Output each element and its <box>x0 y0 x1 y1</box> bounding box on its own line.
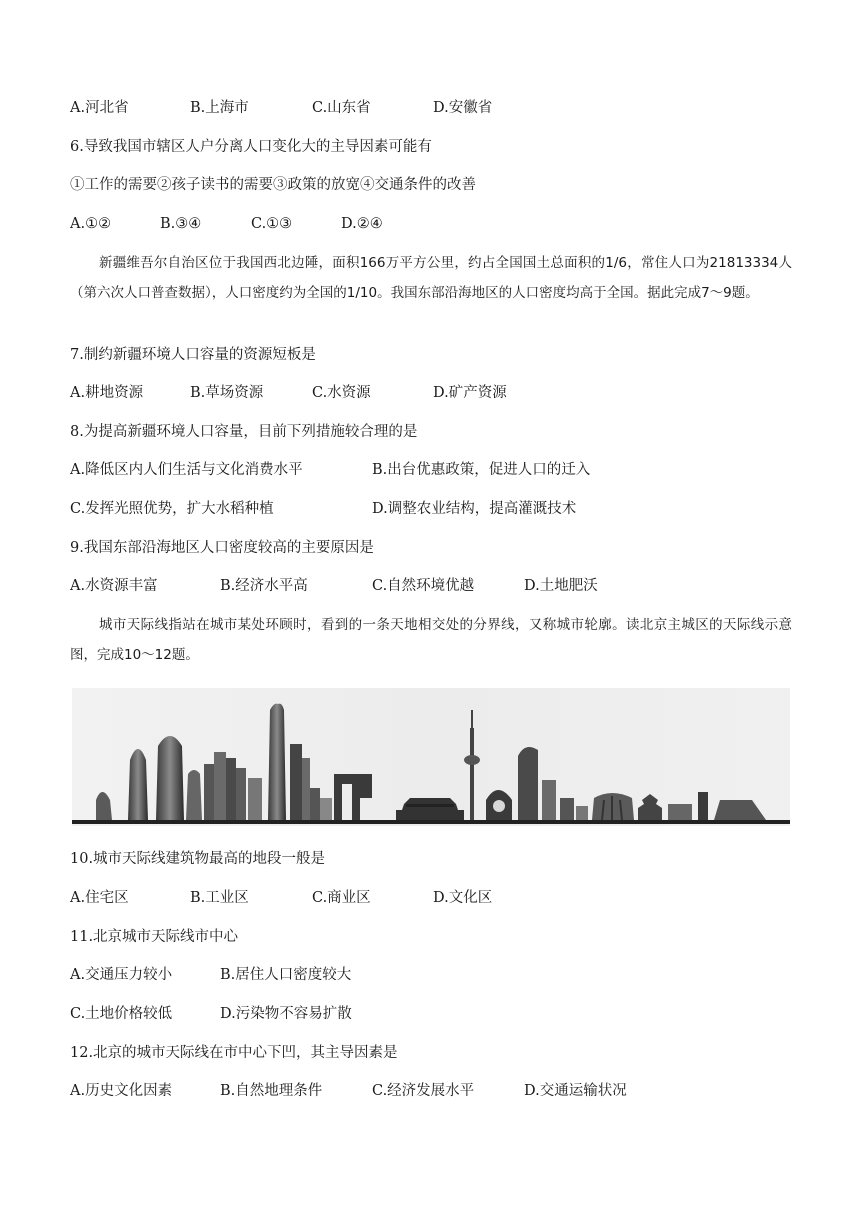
q8-option-c: C.发挥光照优势，扩大水稻种植 <box>70 501 274 517</box>
q8-option-b: B.出台优惠政策，促进人口的迁入 <box>372 462 591 478</box>
q5-option-d: D.安徽省 <box>433 100 493 116</box>
q5-option-a: A.河北省 <box>70 100 129 116</box>
q7-option-a: A.耕地资源 <box>70 385 144 401</box>
q6-option-a: A.①② <box>70 216 112 232</box>
q8-option-d: D.调整农业结构，提高灌溉技术 <box>372 501 577 517</box>
passage-skyline: 城市天际线指站在城市某处环顾时，看到的一条天地相交处的分界线，又称城市轮廓。读北京主城区的天际线示意图，完成10～12题。 <box>70 617 792 663</box>
q6-option-b: B.③④ <box>160 216 202 232</box>
q10-option-d: D.文化区 <box>433 890 493 906</box>
q9-option-a: A.水资源丰富 <box>70 578 158 594</box>
q11-option-a: A.交通压力较小 <box>70 967 173 983</box>
q11-option-c: C.土地价格较低 <box>70 1006 173 1022</box>
q7-option-c: C.水资源 <box>312 385 371 401</box>
q6-items: ①工作的需要②孩子读书的需要③政策的放宽④交通条件的改善 <box>70 177 476 193</box>
q9-option-c: C.自然环境优越 <box>372 578 475 594</box>
q12-option-b: B.自然地理条件 <box>220 1083 323 1099</box>
q10-option-b: B.工业区 <box>190 890 249 906</box>
q10-option-a: A.住宅区 <box>70 890 129 906</box>
q8-stem: 8.为提高新疆环境人口容量，目前下列措施较合理的是 <box>70 424 418 440</box>
q12-option-c: C.经济发展水平 <box>372 1083 475 1099</box>
q9-stem: 9.我国东部沿海地区人口密度较高的主要原因是 <box>70 540 374 556</box>
q6-option-d: D.②④ <box>341 216 383 232</box>
q7-stem: 7.制约新疆环境人口容量的资源短板是 <box>70 347 316 363</box>
q8-option-a: A.降低区内人们生活与文化消费水平 <box>70 462 303 478</box>
q10-stem: 10.城市天际线建筑物最高的地段一般是 <box>70 851 326 867</box>
q9-option-d: D.土地肥沃 <box>524 578 598 594</box>
q11-option-d: D.污染物不容易扩散 <box>220 1006 352 1022</box>
q6-stem: 6.导致我国市辖区人户分离人口变化大的主导因素可能有 <box>70 139 432 155</box>
passage-xinjiang: 新疆维吾尔自治区位于我国西北边陲，面积166万平方公里，约占全国国土总面积的1/6，常住人口为21813334人（第六次人口普查数据），人口密度约为全国的1/10。我国东部沿海地区的人口密度均高于全国。据此完成7～9题。 <box>70 255 792 301</box>
q11-option-b: B.居住人口密度较大 <box>220 967 352 983</box>
q12-option-d: D.交通运输状况 <box>524 1083 627 1099</box>
q9-option-b: B.经济水平高 <box>220 578 308 594</box>
q5-option-c: C.山东省 <box>312 100 371 116</box>
q7-option-d: D.矿产资源 <box>433 385 507 401</box>
q6-option-c: C.①③ <box>251 216 293 232</box>
q12-stem: 12.北京的城市天际线在市中心下凹，其主导因素是 <box>70 1045 398 1061</box>
q7-option-b: B.草场资源 <box>190 385 264 401</box>
q11-stem: 11.北京城市天际线市中心 <box>70 929 239 945</box>
skyline-ground-line <box>72 820 790 824</box>
beijing-skyline-figure <box>72 688 790 826</box>
q10-option-c: C.商业区 <box>312 890 371 906</box>
q5-option-b: B.上海市 <box>190 100 249 116</box>
q12-option-a: A.历史文化因素 <box>70 1083 173 1099</box>
